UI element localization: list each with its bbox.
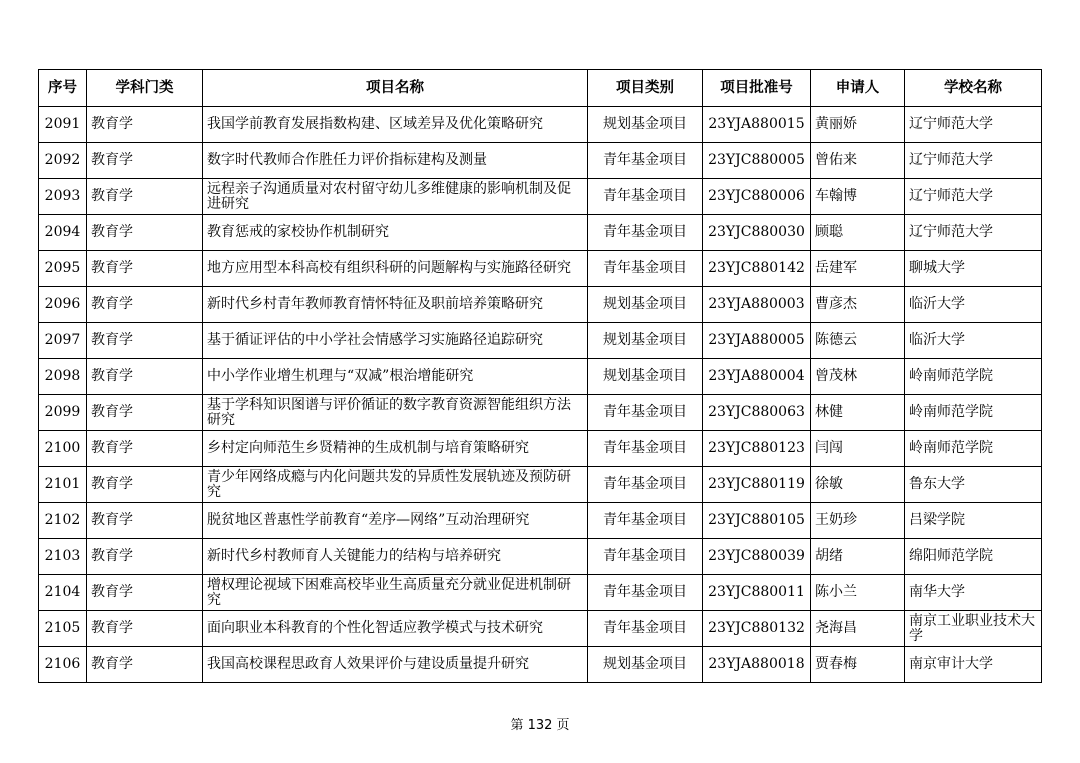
table-row	[39, 395, 1042, 431]
cell-school: 辽宁师范大学	[905, 215, 1042, 251]
cell-code: 23YJC880119	[703, 467, 811, 503]
table-row	[39, 251, 1042, 287]
cell-category: 规划基金项目	[588, 323, 703, 359]
cell-school: 辽宁师范大学	[905, 143, 1042, 179]
cell-seq: 2097	[39, 323, 87, 359]
cell-discipline: 教育学	[87, 575, 203, 611]
cell-seq: 2102	[39, 503, 87, 539]
cell-code: 23YJA880005	[703, 323, 811, 359]
cell-seq: 2091	[39, 107, 87, 143]
table-row	[39, 215, 1042, 251]
cell-school: 聊城大学	[905, 251, 1042, 287]
cell-school: 南华大学	[905, 575, 1042, 611]
cell-discipline: 教育学	[87, 395, 203, 431]
cell-seq: 2103	[39, 539, 87, 575]
cell-applicant: 徐敏	[811, 467, 905, 503]
cell-seq: 2106	[39, 647, 87, 683]
cell-category: 青年基金项目	[588, 467, 703, 503]
cell-school: 南京工业职业技术大学	[905, 611, 1042, 647]
table-row	[39, 107, 1042, 143]
cell-category: 青年基金项目	[588, 143, 703, 179]
header-discipline: 学科门类	[87, 70, 203, 107]
header-code: 项目批准号	[703, 70, 811, 107]
cell-seq: 2095	[39, 251, 87, 287]
cell-code: 23YJC880063	[703, 395, 811, 431]
cell-applicant: 岳建军	[811, 251, 905, 287]
table-row	[39, 323, 1042, 359]
cell-applicant: 黄丽娇	[811, 107, 905, 143]
cell-category: 青年基金项目	[588, 575, 703, 611]
cell-discipline: 教育学	[87, 143, 203, 179]
cell-applicant: 贾春梅	[811, 647, 905, 683]
cell-category: 规划基金项目	[588, 647, 703, 683]
cell-code: 23YJC880123	[703, 431, 811, 467]
cell-school: 吕梁学院	[905, 503, 1042, 539]
cell-applicant: 曾佑来	[811, 143, 905, 179]
cell-discipline: 教育学	[87, 107, 203, 143]
cell-category: 规划基金项目	[588, 287, 703, 323]
cell-school: 临沂大学	[905, 287, 1042, 323]
cell-applicant: 尧海昌	[811, 611, 905, 647]
page-number: 第 132 页	[510, 718, 570, 733]
table-row	[39, 359, 1042, 395]
table-row	[39, 611, 1042, 647]
cell-applicant: 胡绪	[811, 539, 905, 575]
cell-applicant: 陈小兰	[811, 575, 905, 611]
cell-category: 青年基金项目	[588, 179, 703, 215]
cell-title: 地方应用型本科高校有组织科研的问题解构与实施路径研究	[203, 251, 588, 287]
cell-seq: 2100	[39, 431, 87, 467]
cell-title: 青少年网络成瘾与内化问题共发的异质性发展轨迹及预防研究	[203, 467, 588, 503]
cell-code: 23YJA880003	[703, 287, 811, 323]
cell-seq: 2098	[39, 359, 87, 395]
header-applicant: 申请人	[811, 70, 905, 107]
cell-code: 23YJA880004	[703, 359, 811, 395]
cell-school: 南京审计大学	[905, 647, 1042, 683]
cell-discipline: 教育学	[87, 647, 203, 683]
cell-code: 23YJC880105	[703, 503, 811, 539]
cell-applicant: 林健	[811, 395, 905, 431]
cell-applicant: 曾茂林	[811, 359, 905, 395]
table-header-row	[39, 70, 1042, 107]
table-row	[39, 539, 1042, 575]
cell-title: 我国学前教育发展指数构建、区域差异及优化策略研究	[203, 107, 588, 143]
cell-title: 中小学作业增生机理与“双减”根治增能研究	[203, 359, 588, 395]
cell-title: 新时代乡村教师育人关键能力的结构与培养研究	[203, 539, 588, 575]
cell-category: 青年基金项目	[588, 395, 703, 431]
table-row	[39, 287, 1042, 323]
header-title: 项目名称	[203, 70, 588, 107]
cell-discipline: 教育学	[87, 251, 203, 287]
cell-applicant: 曹彦杰	[811, 287, 905, 323]
cell-category: 青年基金项目	[588, 251, 703, 287]
cell-discipline: 教育学	[87, 539, 203, 575]
cell-category: 青年基金项目	[588, 215, 703, 251]
cell-school: 岭南师范学院	[905, 395, 1042, 431]
cell-applicant: 王奶珍	[811, 503, 905, 539]
cell-code: 23YJC880030	[703, 215, 811, 251]
cell-category: 青年基金项目	[588, 611, 703, 647]
cell-applicant: 闫闯	[811, 431, 905, 467]
cell-applicant: 车翰博	[811, 179, 905, 215]
cell-category: 规划基金项目	[588, 107, 703, 143]
cell-category: 规划基金项目	[588, 359, 703, 395]
cell-applicant: 陈德云	[811, 323, 905, 359]
cell-title: 基于学科知识图谱与评价循证的数字教育资源智能组织方法研究	[203, 395, 588, 431]
cell-code: 23YJC880142	[703, 251, 811, 287]
cell-discipline: 教育学	[87, 179, 203, 215]
cell-title: 脱贫地区普惠性学前教育“差序—网络”互动治理研究	[203, 503, 588, 539]
cell-code: 23YJC880011	[703, 575, 811, 611]
cell-seq: 2094	[39, 215, 87, 251]
cell-seq: 2101	[39, 467, 87, 503]
cell-school: 绵阳师范学院	[905, 539, 1042, 575]
table-row	[39, 143, 1042, 179]
cell-code: 23YJA880018	[703, 647, 811, 683]
cell-school: 岭南师范学院	[905, 359, 1042, 395]
cell-title: 远程亲子沟通质量对农村留守幼儿多维健康的影响机制及促进研究	[203, 179, 588, 215]
cell-school: 辽宁师范大学	[905, 179, 1042, 215]
cell-code: 23YJC880132	[703, 611, 811, 647]
cell-seq: 2104	[39, 575, 87, 611]
table-row	[39, 647, 1042, 683]
cell-category: 青年基金项目	[588, 539, 703, 575]
cell-school: 临沂大学	[905, 323, 1042, 359]
cell-title: 我国高校课程思政育人效果评价与建设质量提升研究	[203, 647, 588, 683]
cell-seq: 2105	[39, 611, 87, 647]
cell-school: 辽宁师范大学	[905, 107, 1042, 143]
cell-discipline: 教育学	[87, 215, 203, 251]
cell-discipline: 教育学	[87, 611, 203, 647]
cell-seq: 2096	[39, 287, 87, 323]
cell-discipline: 教育学	[87, 287, 203, 323]
cell-discipline: 教育学	[87, 431, 203, 467]
table-row	[39, 503, 1042, 539]
table-row	[39, 467, 1042, 503]
cell-title: 增权理论视域下困难高校毕业生高质量充分就业促进机制研究	[203, 575, 588, 611]
table-row	[39, 431, 1042, 467]
cell-discipline: 教育学	[87, 359, 203, 395]
cell-title: 基于循证评估的中小学社会情感学习实施路径追踪研究	[203, 323, 588, 359]
cell-seq: 2093	[39, 179, 87, 215]
cell-code: 23YJC880039	[703, 539, 811, 575]
cell-code: 23YJC880005	[703, 143, 811, 179]
cell-seq: 2099	[39, 395, 87, 431]
cell-category: 青年基金项目	[588, 431, 703, 467]
cell-code: 23YJA880015	[703, 107, 811, 143]
cell-applicant: 顾聪	[811, 215, 905, 251]
project-table	[38, 69, 1042, 683]
cell-category: 青年基金项目	[588, 503, 703, 539]
cell-title: 面向职业本科教育的个性化智适应教学模式与技术研究	[203, 611, 588, 647]
cell-title: 新时代乡村青年教师教育情怀特征及职前培养策略研究	[203, 287, 588, 323]
cell-discipline: 教育学	[87, 467, 203, 503]
table-row	[39, 575, 1042, 611]
cell-code: 23YJC880006	[703, 179, 811, 215]
cell-discipline: 教育学	[87, 503, 203, 539]
cell-seq: 2092	[39, 143, 87, 179]
table-row	[39, 179, 1042, 215]
cell-title: 教育惩戒的家校协作机制研究	[203, 215, 588, 251]
cell-title: 数字时代教师合作胜任力评价指标建构及测量	[203, 143, 588, 179]
header-seq: 序号	[39, 70, 87, 107]
cell-discipline: 教育学	[87, 323, 203, 359]
header-category: 项目类别	[588, 70, 703, 107]
cell-school: 岭南师范学院	[905, 431, 1042, 467]
cell-title: 乡村定向师范生乡贤精神的生成机制与培育策略研究	[203, 431, 588, 467]
header-school: 学校名称	[905, 70, 1042, 107]
cell-school: 鲁东大学	[905, 467, 1042, 503]
